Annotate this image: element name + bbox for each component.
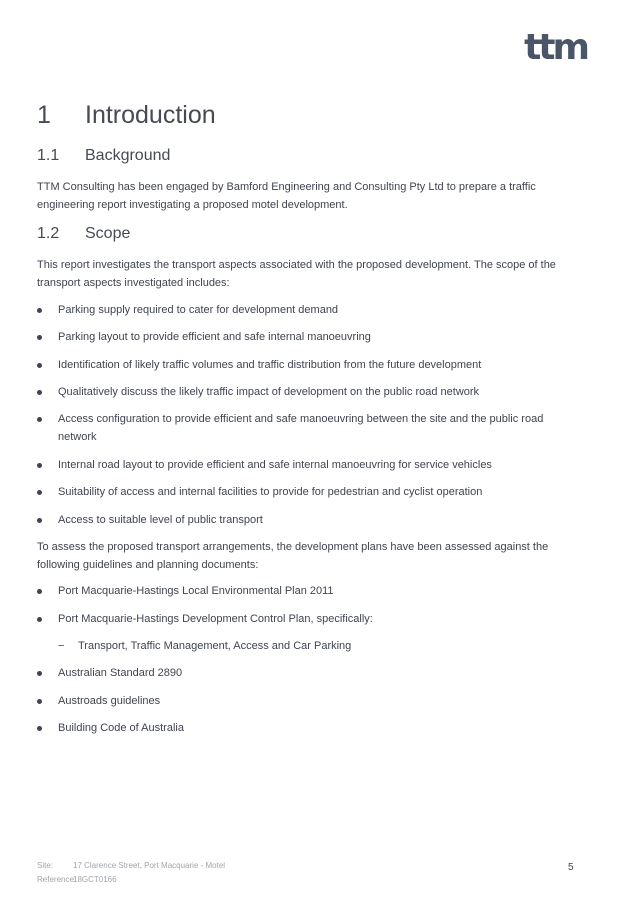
subsection-heading-background	[37, 147, 170, 165]
scope-intro-paragraph: This report investigates the transport aspects associated with the proposed development. The scope of the transport aspects investigated includes:	[37, 259, 556, 289]
footer-site-label: Site:	[37, 861, 54, 870]
assessment-intro-paragraph: To assess the proposed transport arrangements, the development plans have been assessed against the following guidelines and planning documents:	[37, 541, 549, 571]
bullet-icon	[37, 589, 42, 594]
bullet-icon	[37, 463, 42, 468]
list-item-text: Austroads guidelines	[58, 695, 161, 707]
bullet-icon	[37, 363, 42, 368]
list-item-text: Internal road layout to provide efficient and safe internal manoeuvring for service vehicles	[58, 459, 492, 471]
background-paragraph: TTM Consulting has been engaged by Bamford Engineering and Consulting Pty Ltd to prepare a traffic engineering report investigating a proposed motel development.	[37, 181, 536, 211]
page-footer	[37, 859, 225, 887]
subsection-title: Background	[85, 147, 171, 164]
list-item-text: Port Macquarie-Hastings Development Control Plan, specifically:	[58, 613, 373, 625]
subsection-number: 1.1	[37, 147, 60, 164]
section-heading-introduction	[37, 101, 216, 130]
list-item-text: Identification of likely traffic volumes and traffic distribution from the future development	[58, 359, 482, 371]
list-item-text: Access configuration to provide efficient and safe manoeuvring between the site and the public road network	[58, 413, 544, 443]
list-item-text: Building Code of Australia	[58, 722, 184, 734]
bullet-icon	[37, 417, 42, 422]
section-number: 1	[37, 101, 51, 129]
list-item-text: Qualitatively discuss the likely traffic impact of development on the public road network	[58, 386, 480, 398]
bullet-icon	[37, 490, 42, 495]
subsection-heading-scope	[37, 225, 130, 243]
bullet-icon	[37, 390, 42, 395]
list-item-text: Port Macquarie-Hastings Local Environmental Plan 2011	[58, 585, 334, 597]
bullet-icon	[37, 617, 42, 622]
bullet-icon	[37, 671, 42, 676]
section-title: Introduction	[85, 101, 216, 129]
subsection-number: 1.2	[37, 225, 60, 242]
footer-site-value: 17 Clarence Street, Port Macquarie - Motel	[73, 861, 226, 870]
subsection-title: Scope	[85, 225, 131, 242]
footer-reference-label: Reference:	[37, 875, 77, 884]
sub-list-item-text: Transport, Traffic Management, Access and Car Parking	[78, 640, 352, 652]
footer-reference-value: 18GCT0166	[73, 875, 117, 884]
bullet-icon	[37, 518, 42, 523]
footer-site-line	[37, 859, 225, 873]
ttm-logo: ttm	[524, 27, 587, 68]
list-item-text: Australian Standard 2890	[58, 667, 183, 679]
bullet-icon	[37, 335, 42, 340]
list-item-text: Suitability of access and internal facilities to provide for pedestrian and cyclist operation	[58, 486, 483, 498]
footer-reference-line	[37, 873, 225, 887]
bullet-icon	[37, 308, 42, 313]
page-number: 5	[568, 862, 574, 873]
list-item-text: Access to suitable level of public transport	[58, 514, 263, 526]
list-item-text: Parking layout to provide efficient and safe internal manoeuvring	[58, 331, 371, 343]
dash-icon: −	[58, 640, 65, 652]
list-item-text: Parking supply required to cater for development demand	[58, 304, 339, 316]
bullet-icon	[37, 699, 42, 704]
bullet-icon	[37, 726, 42, 731]
